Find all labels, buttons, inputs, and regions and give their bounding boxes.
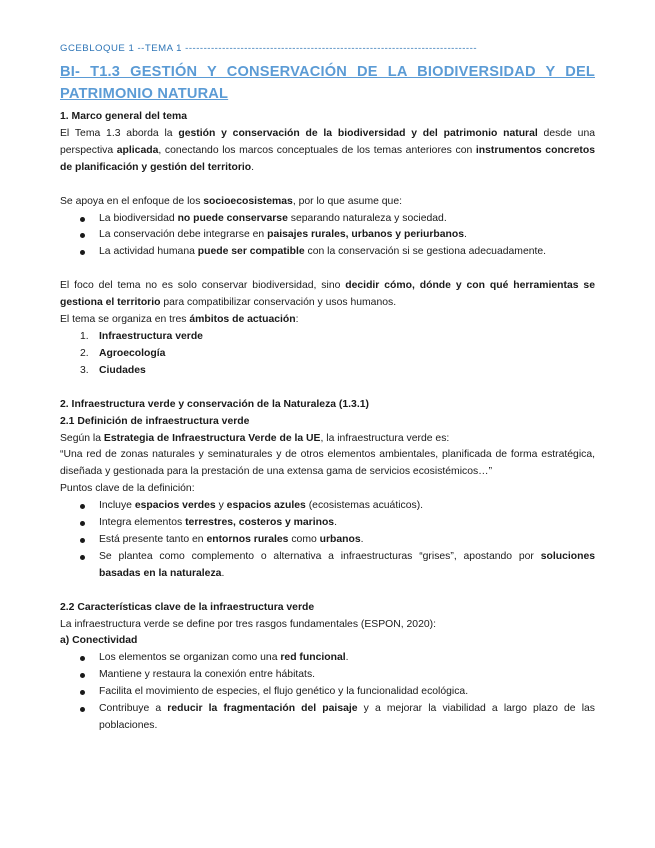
list-item: La conservación debe integrarse en paisajes rurales, urbanos y periurbanos. [60, 227, 595, 244]
section-heading-infraestructura: 2. Infraestructura verde y conservación de la Naturaleza (1.3.1) [60, 398, 369, 410]
bullet-list-principios [60, 211, 595, 262]
list-item: Incluye espacios verdes y espacios azules (ecosistemas acuáticos). [60, 498, 595, 515]
list-item: Los elementos se organizan como una red funcional. [60, 650, 595, 667]
bullet-icon [80, 538, 85, 543]
paragraph-ambitos: El tema se organiza en tres ámbitos de actuación: [60, 314, 299, 326]
subsection-heading-conectividad: a) Conectividad [60, 635, 138, 647]
paragraph-puntos-clave: Puntos clave de la definición: [60, 483, 195, 495]
list-item: Facilita el movimiento de especies, el flujo genético y la funcionalidad ecológica. [60, 684, 595, 701]
list-item: Contribuye a reducir la fragmentación del paisaje y a mejorar la viabilidad a largo plazo de las poblaciones. [60, 701, 595, 735]
bullet-icon [80, 521, 85, 526]
page-content [60, 42, 595, 735]
subsection-heading-caracteristicas: 2.2 Características clave de la infraestructura verde [60, 601, 315, 613]
list-item: 1. Infraestructura verde [80, 330, 203, 342]
quote-definicion: “Una red de zonas naturales y seminaturales y de otros elementos ambientales, planificada de forma estratégica, diseñada y gestionada para la prestación de una extensa gama de servicios ecosistémicos…” [60, 449, 595, 478]
list-item: La biodiversidad no puede conservarse separando naturaleza y sociedad. [60, 211, 595, 228]
paragraph-foco: El foco del tema no es solo conservar biodiversidad, sino decidir cómo, dónde y con qué herramientas se gestiona el territorio para compatibilizar conservación y usos humanos. [60, 280, 595, 309]
paragraph-socioecosistemas: Se apoya en el enfoque de los socioecosistemas, por lo que asume que: [60, 195, 402, 207]
paragraph-estrategia: Según la Estrategia de Infraestructura Verde de la UE, la infraestructura verde es: [60, 432, 450, 444]
section-heading-marco: 1. Marco general del tema [60, 111, 188, 122]
list-item: Está presente tanto en entornos rurales como urbanos. [60, 532, 595, 549]
list-item: 3. Ciudades [80, 364, 146, 376]
list-item: Mantiene y restaura la conexión entre hábitats. [60, 667, 595, 684]
document-title: BI- T1.3 GESTIÓN Y CONSERVACIÓN DE LA BIODIVERSIDAD Y DEL PATRIMONIO NATURAL [60, 64, 595, 102]
bullet-icon [80, 555, 85, 560]
paragraph-rasgos: La infraestructura verde se define por tres rasgos fundamentales (ESPON, 2020): [60, 618, 436, 630]
list-item: Se plantea como complemento o alternativa a infraestructuras “grises”, apostando por soluciones basadas en la naturaleza. [60, 549, 595, 583]
list-item: 2. Agroecología [80, 347, 166, 359]
paragraph-intro: El Tema 1.3 aborda la gestión y conservación de la biodiversidad y del patrimonio natural desde una perspectiva aplicada, conectando los marcos conceptuales de los temas anteriores con instrumentos concretos de planificación y gestión del territorio. [60, 127, 595, 173]
running-header: GCEBLOQUE 1 --TEMA 1 ------------------------------------------------------------------------------- [60, 43, 478, 54]
bullet-icon [80, 233, 85, 238]
list-item: La actividad humana puede ser compatible con la conservación si se gestiona adecuadamente. [60, 244, 595, 261]
bullet-icon [80, 250, 85, 255]
bullet-list-conectividad [60, 650, 595, 735]
bullet-icon [80, 673, 85, 678]
bullet-icon [80, 504, 85, 509]
bullet-list-definicion [60, 498, 595, 583]
bullet-icon [80, 656, 85, 661]
bullet-icon [80, 217, 85, 222]
bullet-icon [80, 707, 85, 712]
numbered-list-ambitos [60, 329, 595, 380]
bullet-icon [80, 690, 85, 695]
subsection-heading-definicion: 2.1 Definición de infraestructura verde [60, 415, 250, 427]
list-item: Integra elementos terrestres, costeros y marinos. [60, 515, 595, 532]
